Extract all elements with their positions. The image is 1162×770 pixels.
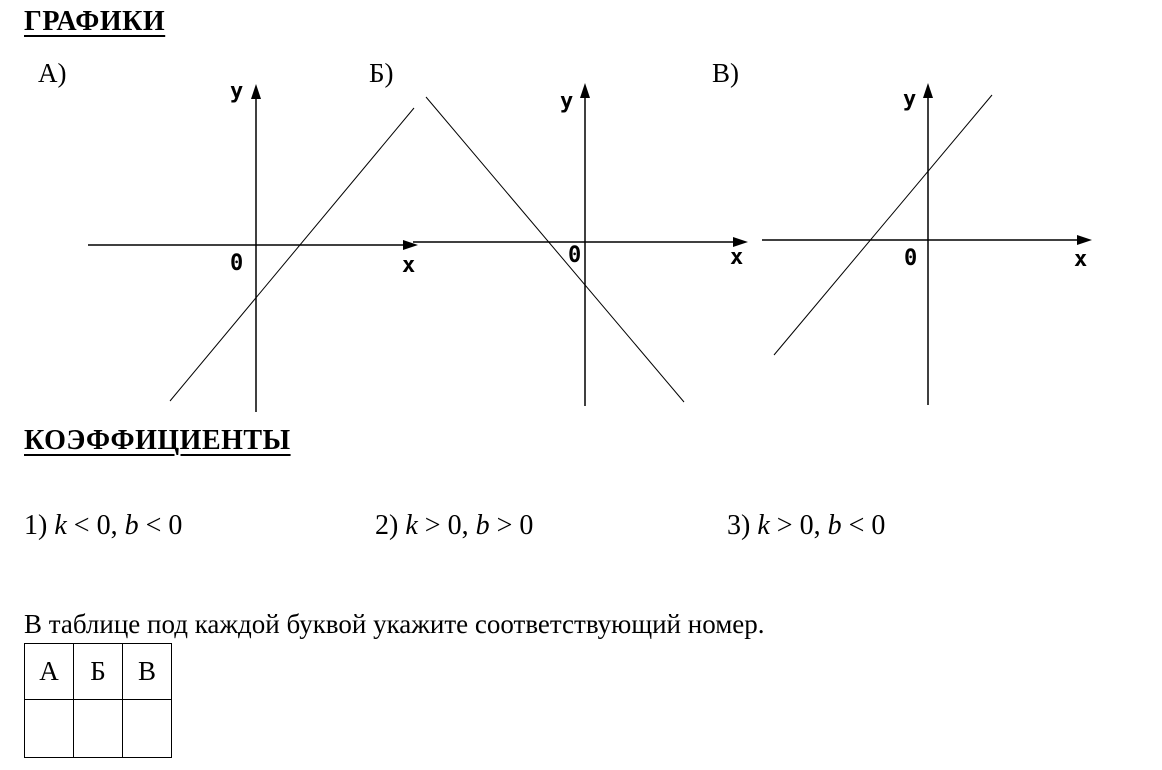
answer-header-v: В	[123, 644, 172, 700]
graph-v-origin-label: 0	[904, 246, 918, 271]
option-2-sep: ,	[461, 510, 469, 541]
option-1-b: b	[124, 510, 139, 541]
graph-v-y-arrow	[923, 83, 933, 98]
graph-b-y-label: y	[560, 89, 574, 114]
answer-table	[24, 643, 172, 758]
option-3-b-zero: 0	[871, 510, 886, 541]
option-3-b: b	[827, 510, 842, 541]
graph-b	[413, 83, 748, 406]
graph-v-x-arrow	[1077, 235, 1092, 245]
answer-table-input-row	[25, 700, 172, 758]
graph-a-origin-label: 0	[230, 251, 244, 276]
graph-v-y-label: y	[903, 87, 917, 112]
answer-header-a: А	[25, 644, 74, 700]
coefficient-options	[0, 510, 1162, 550]
option-3-k-zero: 0	[799, 510, 814, 541]
option-2-b: b	[475, 510, 490, 541]
option-1-k: k	[54, 510, 67, 541]
option-2-b-zero: 0	[519, 510, 534, 541]
answer-table-header-row	[25, 644, 172, 700]
graph-v	[762, 83, 1092, 405]
option-2-k-zero: 0	[447, 510, 462, 541]
graph-a-x-label: x	[402, 253, 416, 278]
option-1-sep: ,	[110, 510, 118, 541]
option-3-number: 3)	[727, 510, 751, 541]
option-3	[727, 510, 885, 542]
graph-b-line	[426, 97, 684, 402]
graph-b-origin-label: 0	[568, 243, 582, 268]
option-2	[375, 510, 533, 542]
option-3-b-relation: <	[848, 510, 865, 541]
option-2-k-relation: >	[424, 510, 441, 541]
graph-v-x-label: x	[1074, 247, 1088, 272]
graph-label-a: А)	[38, 58, 67, 88]
answer-cell-v[interactable]	[123, 700, 172, 758]
option-1-k-relation: <	[73, 510, 90, 541]
graphs-heading: ГРАФИКИ	[24, 6, 166, 37]
option-1-number: 1)	[24, 510, 48, 541]
graph-v-line	[774, 95, 992, 355]
graph-b-y-arrow	[580, 83, 590, 98]
option-3-k-relation: >	[776, 510, 793, 541]
graph-a	[88, 79, 418, 412]
instruction-text: В таблице под каждой буквой укажите соответствующий номер.	[24, 609, 765, 639]
graph-label-b: Б)	[369, 58, 394, 88]
answer-header-b: Б	[74, 644, 123, 700]
graph-label-v: В)	[712, 58, 739, 88]
option-3-k: k	[757, 510, 770, 541]
option-3-sep: ,	[813, 510, 821, 541]
option-2-number: 2)	[375, 510, 399, 541]
option-1-k-zero: 0	[96, 510, 111, 541]
coefficients-heading: КОЭФФИЦИЕНТЫ	[24, 425, 291, 456]
option-1-b-zero: 0	[168, 510, 183, 541]
option-2-b-relation: >	[496, 510, 513, 541]
option-1	[24, 510, 182, 542]
option-2-k: k	[405, 510, 418, 541]
graph-b-x-label: x	[730, 245, 744, 270]
answer-cell-a[interactable]	[25, 700, 74, 758]
graph-a-line	[170, 108, 414, 401]
answer-cell-b[interactable]	[74, 700, 123, 758]
option-1-b-relation: <	[145, 510, 162, 541]
graph-a-y-arrow	[251, 84, 261, 99]
graph-a-y-label: y	[230, 79, 244, 104]
